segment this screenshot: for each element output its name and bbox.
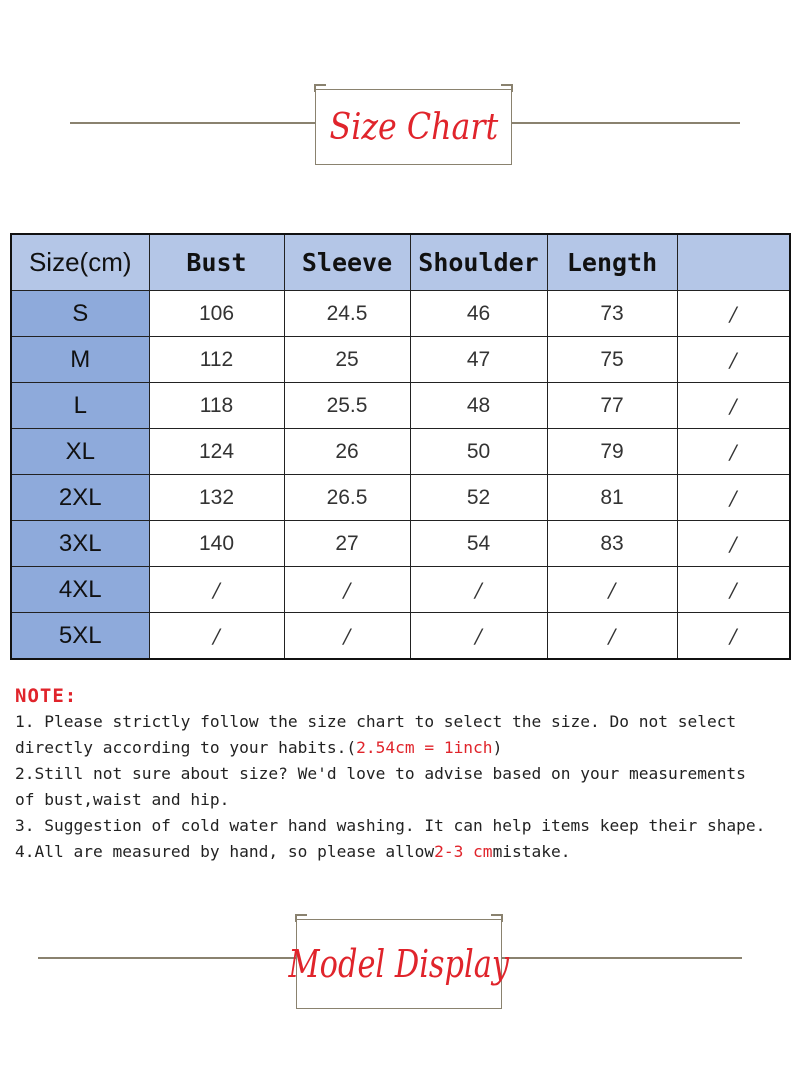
measurement-cell: 81 [547,475,677,521]
measurement-cell: 27 [284,521,410,567]
header-shoulder: Shoulder [410,234,547,291]
size-label-cell: 3XL [11,521,149,567]
note-4-text: 4.All are measured by hand, so please allow [15,842,435,861]
header-sleeve: Sleeve [284,234,410,291]
size-label-cell: L [11,383,149,429]
measurement-cell: / [677,475,790,521]
model-display-title-frame [288,919,510,1009]
size-chart-title: Size Chart [329,106,498,148]
measurement-cell: / [410,613,547,660]
measurement-cell: / [677,429,790,475]
header-empty [677,234,790,291]
note-4-end: mistake. [492,842,571,861]
model-display-banner [0,913,799,1013]
banner-right-rule [510,122,740,124]
table-row [11,429,790,475]
note-1-close: ) [492,738,503,757]
measurement-cell: / [677,613,790,660]
header-length: Length [547,234,677,291]
measurement-cell: 26.5 [284,475,410,521]
table-row [11,291,790,337]
measurement-cell: 112 [149,337,284,383]
table-row [11,567,790,613]
note-2-line-a: 2.Still not sure about size? We'd love to advise based on your measurements [15,764,746,783]
size-label-cell: S [11,291,149,337]
banner-right-rule [500,957,742,959]
measurement-cell: / [547,567,677,613]
table-body [11,291,790,660]
table-row [11,383,790,429]
measurement-cell: 75 [547,337,677,383]
measurement-cell: 25 [284,337,410,383]
table-row [11,475,790,521]
banner-left-rule [70,122,315,124]
header-bust: Bust [149,234,284,291]
measurement-cell: 77 [547,383,677,429]
size-table [10,233,791,660]
note-4-tolerance: 2-3 cm [434,842,493,861]
measurement-cell: / [284,567,410,613]
size-label-cell: 2XL [11,475,149,521]
size-label-cell: 5XL [11,613,149,660]
measurement-cell: 83 [547,521,677,567]
note-1-conversion: 2.54cm = 1inch [356,738,493,757]
size-chart-banner [0,85,799,165]
table-row [11,521,790,567]
measurement-cell: 48 [410,383,547,429]
note-4 [15,839,795,865]
table-header-row [11,234,790,291]
banner-left-rule [38,957,296,959]
measurement-cell: 46 [410,291,547,337]
model-display-title: Model Display [288,942,510,986]
measurement-cell: / [677,521,790,567]
measurement-cell: 106 [149,291,284,337]
notes-heading: NOTE: [15,685,78,707]
measurement-cell: 25.5 [284,383,410,429]
measurement-cell: / [149,613,284,660]
measurement-cell: / [677,383,790,429]
measurement-cell: / [284,613,410,660]
measurement-cell: / [677,291,790,337]
measurement-cell: / [677,567,790,613]
notes-section [15,683,795,865]
size-label-cell: 4XL [11,567,149,613]
measurement-cell: 54 [410,521,547,567]
size-label-cell: M [11,337,149,383]
measurement-cell: 24.5 [284,291,410,337]
measurement-cell: 52 [410,475,547,521]
note-1-text: directly according to your habits.( [15,738,357,757]
note-3: 3. Suggestion of cold water hand washing. It can help items keep their shape. [15,816,766,835]
measurement-cell: 73 [547,291,677,337]
note-1-line-b [15,735,795,761]
measurement-cell: / [547,613,677,660]
measurement-cell: 47 [410,337,547,383]
header-size: Size(cm) [11,234,149,291]
measurement-cell: 26 [284,429,410,475]
measurement-cell: 50 [410,429,547,475]
size-chart-title-frame [315,89,512,165]
measurement-cell: / [410,567,547,613]
note-1-line-a: 1. Please strictly follow the size chart to select the size. Do not select [15,712,737,731]
measurement-cell: / [677,337,790,383]
measurement-cell: 132 [149,475,284,521]
measurement-cell: / [149,567,284,613]
size-label-cell: XL [11,429,149,475]
measurement-cell: 118 [149,383,284,429]
table-row [11,337,790,383]
table-row [11,613,790,660]
measurement-cell: 124 [149,429,284,475]
measurement-cell: 140 [149,521,284,567]
note-2-line-b: of bust,waist and hip. [15,790,230,809]
measurement-cell: 79 [547,429,677,475]
